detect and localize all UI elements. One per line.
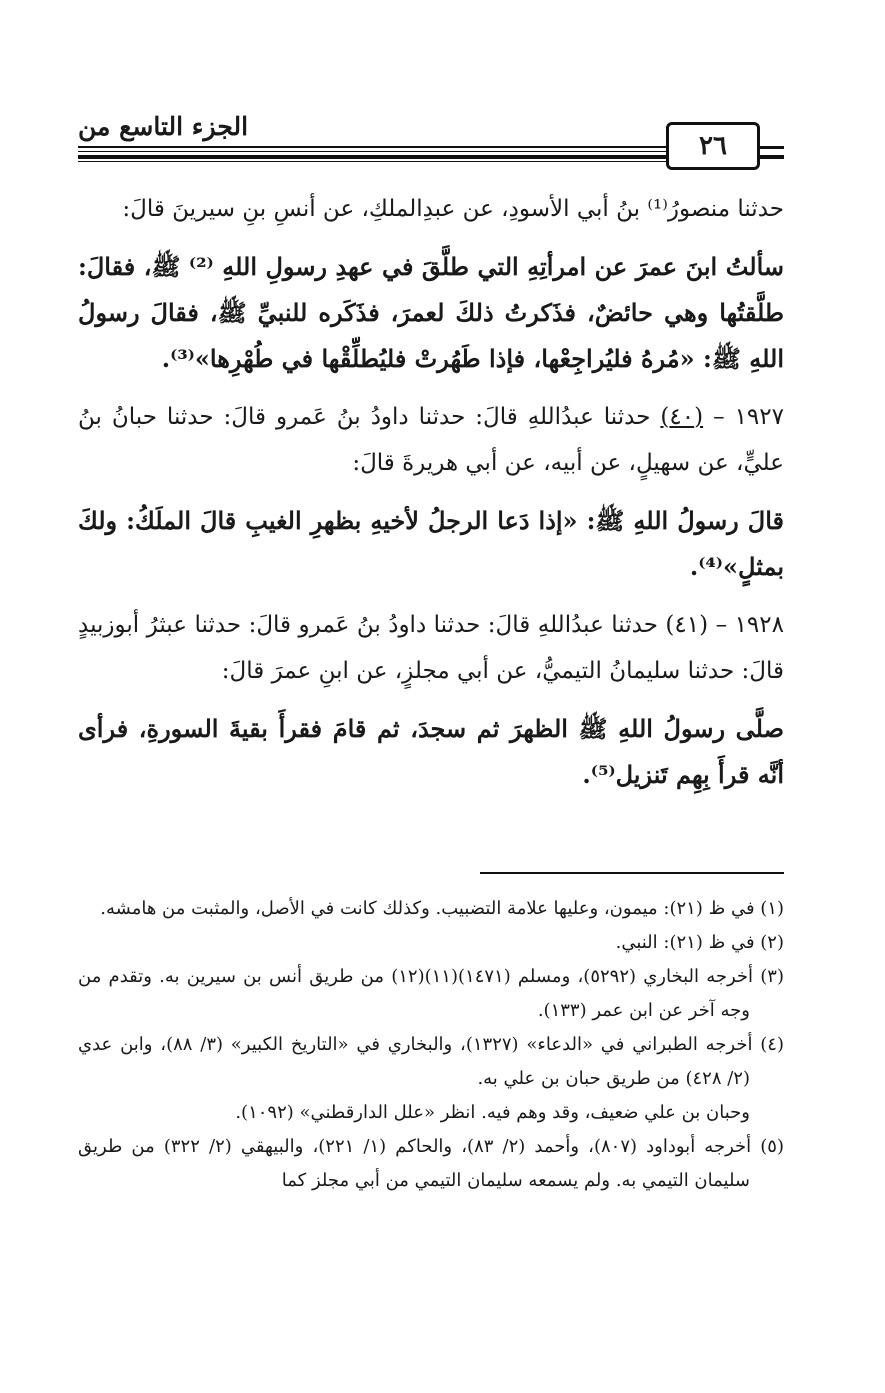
footnote-2: (٢) في ظ (٢١): النبي. [615, 932, 784, 953]
header-rule [78, 161, 666, 162]
header-rule [760, 146, 784, 149]
isnad-text: حدثنا عبدُاللهِ قالَ: حدثنا داودُ بنُ عَمرو قالَ: حدثنا حبانُ بنُ عليٍّ، عن سهيلٍ، عن أبيه، عن أبي هريرةَ قالَ: [78, 404, 784, 476]
paragraph-isnad-1: حدثنا منصورُ⁽¹⁾ بنُ أبي الأسودِ، عن عبدِالملكِ، عن أنسِ بنِ سيرينَ قالَ: [122, 196, 784, 222]
header-rule [78, 155, 666, 159]
header-rule [78, 151, 666, 152]
main-text [78, 186, 784, 810]
footnote-3: (٣) أخرجه البخاري (٥٢٩٢)، ومسلم (١٤٧١)(١١)(١٢) من طريق أنس بن سيرين به. وتقدم من وجه آخر عن ابن عمر (١٣٣). [78, 966, 784, 1021]
paragraph-hadith-1927: قالَ رسولُ اللهِ ﷺ: «إذا دَعا الرجلُ لأخيهِ بظهرِ الغيبِ قالَ الملَكُ: ولكَ بمثلٍ»⁽⁴⁾. [78, 506, 784, 581]
paragraph-isnad-1927 [78, 394, 784, 486]
header-rule [78, 146, 666, 148]
hadith-reference: (٤٠) [660, 404, 704, 430]
paragraph-hadith-1928: صلَّى رسولُ اللهِ ﷺ الظهرَ ثم سجدَ، ثم قامَ فقرأَ بقيةَ السورةِ، فرأى أنَّه قرأَ بِهِم تَنزيل⁽⁵⁾. [78, 714, 784, 789]
footnote-5: (٥) أخرجه أبوداود (٨٠٧)، وأحمد (٢/ ٨٣)، والحاكم (١/ ٢٢١)، والبيهقي (٢/ ٣٢٢) من طريق سليمان التيمي به. ولم يسمعه سليمان التيمي من أبي مجلز كما [78, 1136, 784, 1191]
page-number: ٢٦ [666, 122, 760, 170]
hadith-number: ١٩٢٧ – [703, 404, 784, 430]
footnote-separator [480, 872, 784, 874]
footnote-1: (١) في ظ (٢١): ميمون، وعليها علامة التضبيب. وكذلك كانت في الأصل، والمثبت من هامشه. [100, 898, 784, 919]
header-rule [760, 155, 784, 159]
running-title: الجزء التاسع من [78, 112, 249, 141]
paragraph-isnad-1928: ١٩٢٨ – (٤١) حدثنا عبدُاللهِ قالَ: حدثنا داودُ بنُ عَمرو قالَ: حدثنا عبثرُ أبوزبيدٍ قالَ: حدثنا سليمانُ التيميُّ، عن أبي مجلزٍ، عن ابنِ عمرَ قالَ: [78, 612, 784, 684]
footnote-4: (٤) أخرجه الطبراني في «الدعاء» (١٣٢٧)، والبخاري في «التاريخ الكبير» (٣/ ٨٨)، وابن عدي (٢/ ٤٢٨) من طريق حبان بن علي به. [78, 1034, 784, 1089]
footnote-4-continued: وحبان بن علي ضعيف، وقد وهم فيه. انظر «علل الدارقطني» (١٠٩٢). [235, 1102, 750, 1123]
paragraph-hadith-1: سألتُ ابنَ عمرَ عن امرأتِهِ التي طلَّقَ في عهدِ رسولِ اللهِ ⁽²⁾ ﷺ، فقالَ: طلَّقتُها وهي حائضٌ، فذَكرتُ ذلكَ لعمرَ، فذَكَره للنبيِّ ﷺ، فقالَ رسولُ اللهِ ﷺ: «مُرهُ فليُراجِعْها، فإذا طَهُرتْ فليُطلِّقْها في طُهْرِها»⁽³⁾. [78, 252, 785, 373]
footnotes [78, 892, 784, 1198]
page-header [78, 112, 784, 168]
